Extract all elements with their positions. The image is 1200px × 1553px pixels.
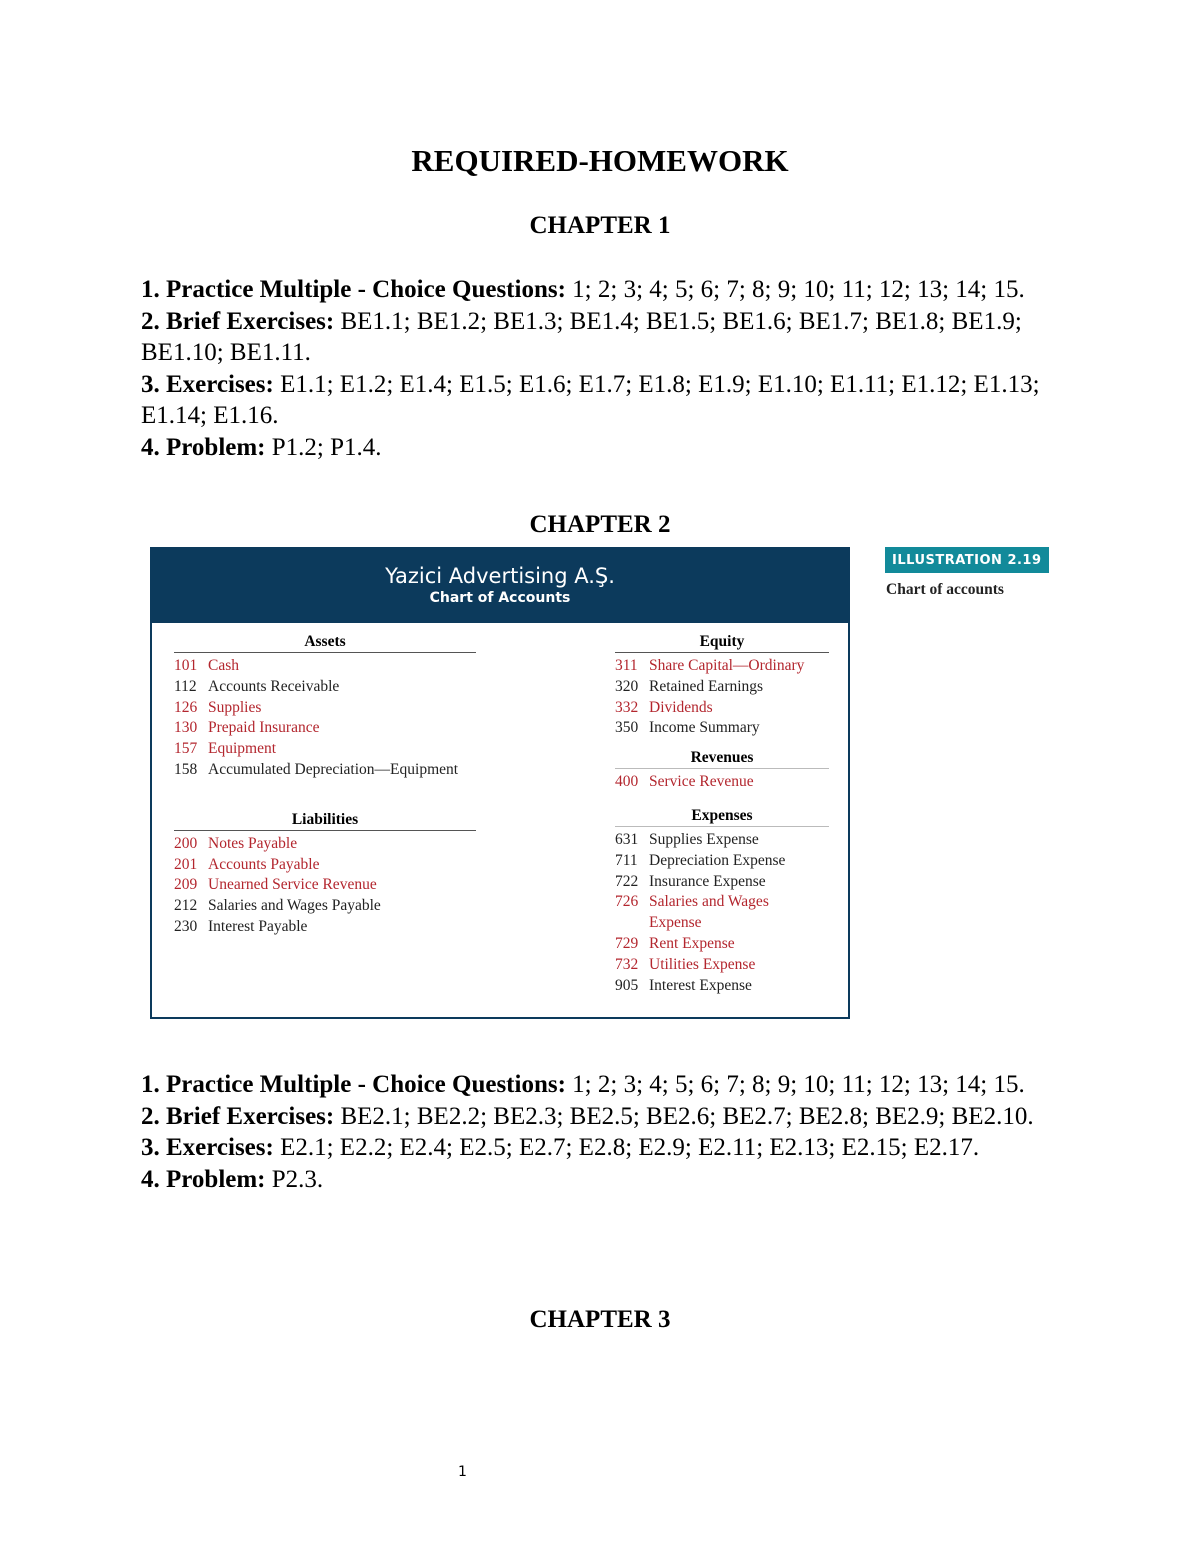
page-number: 1 xyxy=(458,1464,467,1480)
account-row xyxy=(615,830,829,851)
chapter-2-heading: CHAPTER 2 xyxy=(529,511,671,538)
assets-heading: Assets xyxy=(174,633,476,653)
account-name: Income Summary xyxy=(649,719,760,737)
item-text: BE1.1; BE1.2; BE1.3; BE1.4; BE1.5; BE1.6; BE1.7; BE1.8; BE1.9; BE1.10; BE1.11. xyxy=(141,307,1022,366)
item-label: 4. Problem: xyxy=(141,1165,266,1193)
account-name: Rent Expense xyxy=(649,934,735,952)
chapter-3-heading: CHAPTER 3 xyxy=(529,1306,671,1333)
account-name: Insurance Expense xyxy=(649,872,766,890)
item-label: 3. Exercises: xyxy=(141,1134,274,1161)
account-number: 400 xyxy=(615,773,639,791)
account-row xyxy=(174,677,476,698)
account-number: 200 xyxy=(174,834,198,852)
account-name: Depreciation Expense xyxy=(649,851,786,869)
item-text: E1.1; E1.2; E1.4; E1.5; E1.6; E1.7; E1.8; E1.9; E1.10; E1.11; E1.12; E1.13; E1.14; E1.16. xyxy=(141,370,1040,429)
list-item xyxy=(141,274,1061,306)
account-name: Accounts Receivable xyxy=(208,677,340,695)
illustration-badge: ILLUSTRATION 2.19 xyxy=(885,547,1049,573)
account-number: 130 xyxy=(174,719,198,737)
account-name: Accounts Payable xyxy=(208,855,320,873)
account-number: 158 xyxy=(174,760,198,778)
account-name: Equipment xyxy=(208,740,277,758)
account-number: 711 xyxy=(615,851,638,869)
account-row xyxy=(174,917,476,938)
account-row xyxy=(615,892,829,934)
account-row xyxy=(615,851,829,872)
list-item xyxy=(141,1164,1061,1196)
account-row xyxy=(174,896,476,917)
account-row xyxy=(615,955,829,976)
account-number: 112 xyxy=(174,677,197,695)
account-name: Supplies Expense xyxy=(649,830,759,848)
revenues-heading: Revenues xyxy=(615,749,829,769)
account-row xyxy=(174,875,476,896)
account-name: Share Capital—Ordinary xyxy=(649,657,805,674)
account-number: 631 xyxy=(615,830,639,848)
account-row xyxy=(615,656,829,677)
account-number: 905 xyxy=(615,976,639,994)
account-number: 729 xyxy=(615,934,639,952)
account-number: 320 xyxy=(615,677,639,695)
account-number: 732 xyxy=(615,955,639,973)
item-label: 1. Practice Multiple - Choice Questions: xyxy=(141,276,566,303)
expenses-heading: Expenses xyxy=(615,807,829,827)
account-row xyxy=(615,872,829,893)
list-item xyxy=(141,306,1061,369)
list-item xyxy=(141,1101,1061,1133)
illustration-caption: Chart of accounts xyxy=(886,581,1004,598)
item-text: P2.3. xyxy=(265,1165,324,1193)
account-name: Supplies xyxy=(208,698,262,716)
item-text: E2.1; E2.2; E2.4; E2.5; E2.7; E2.8; E2.9; E2.11; E2.13; E2.15; E2.17. xyxy=(273,1134,980,1161)
company-name: Yazici Advertising A.Ş. xyxy=(385,564,615,588)
account-name: Prepaid Insurance xyxy=(208,719,320,737)
account-number: 350 xyxy=(615,719,639,737)
account-name: Utilities Expense xyxy=(649,955,756,973)
item-label: 3. Exercises: xyxy=(141,370,274,398)
account-name: Salaries and Wages xyxy=(649,893,769,911)
account-number: 332 xyxy=(615,698,639,716)
account-number: 726 xyxy=(615,893,639,911)
account-name: Service Revenue xyxy=(649,773,754,791)
account-row xyxy=(174,855,476,876)
illustration-subtitle: Chart of Accounts xyxy=(429,590,571,606)
equity-heading: Equity xyxy=(615,633,829,653)
account-number: 311 xyxy=(615,657,638,674)
account-row xyxy=(615,772,829,793)
chapter-1-list xyxy=(141,274,1061,463)
account-number: 126 xyxy=(174,698,198,716)
chapter-2-list xyxy=(141,1069,1061,1195)
item-text: 1; 2; 3; 4; 5; 6; 7; 8; 9; 10; 11; 12; 13; 14; 15. xyxy=(565,276,1025,303)
account-name-continued: Expense xyxy=(649,914,702,932)
account-row xyxy=(615,934,829,955)
account-row xyxy=(174,834,476,855)
account-row xyxy=(174,698,476,719)
right-column xyxy=(615,633,829,996)
chapter-1-heading: CHAPTER 1 xyxy=(529,212,671,239)
account-number: 201 xyxy=(174,855,198,873)
account-number: 209 xyxy=(174,876,198,894)
item-text: BE2.1; BE2.2; BE2.3; BE2.5; BE2.6; BE2.7; BE2.8; BE2.9; BE2.10. xyxy=(334,1102,1034,1130)
account-name: Accumulated Depreciation—Equipment xyxy=(208,760,459,778)
account-name: Retained Earnings xyxy=(649,677,764,695)
account-row xyxy=(615,698,829,719)
item-text: P1.2; P1.4. xyxy=(265,433,382,461)
item-label: 1. Practice Multiple - Choice Questions: xyxy=(141,1071,566,1098)
account-row xyxy=(615,677,829,698)
item-label: 4. Problem: xyxy=(141,433,266,461)
account-number: 157 xyxy=(174,740,198,758)
item-label: 2. Brief Exercises: xyxy=(141,1102,335,1130)
list-item xyxy=(141,1132,1061,1164)
item-label: 2. Brief Exercises: xyxy=(141,307,335,335)
account-row xyxy=(174,739,476,760)
account-number: 101 xyxy=(174,657,198,674)
account-name: Cash xyxy=(208,657,239,674)
liabilities-heading: Liabilities xyxy=(174,811,476,831)
account-row xyxy=(615,718,829,739)
list-item xyxy=(141,369,1061,432)
account-number: 722 xyxy=(615,872,639,890)
account-row xyxy=(615,976,829,997)
account-row xyxy=(174,656,476,677)
list-item xyxy=(141,432,1061,464)
account-row xyxy=(174,760,476,781)
list-item xyxy=(141,1069,1061,1101)
page-title: REQUIRED-HOMEWORK xyxy=(411,143,789,178)
account-row xyxy=(174,718,476,739)
account-name: Unearned Service Revenue xyxy=(208,876,377,894)
illustration-header xyxy=(152,549,848,623)
account-name: Interest Payable xyxy=(208,917,308,935)
account-name: Dividends xyxy=(649,698,713,716)
account-number: 212 xyxy=(174,897,198,915)
account-name: Notes Payable xyxy=(208,834,298,852)
account-name: Salaries and Wages Payable xyxy=(208,897,381,915)
account-number: 230 xyxy=(174,917,198,935)
account-name: Interest Expense xyxy=(649,976,752,994)
left-column xyxy=(174,633,476,938)
item-text: 1; 2; 3; 4; 5; 6; 7; 8; 9; 10; 11; 12; 13; 14; 15. xyxy=(565,1071,1025,1098)
chart-of-accounts-illustration xyxy=(150,547,850,1019)
